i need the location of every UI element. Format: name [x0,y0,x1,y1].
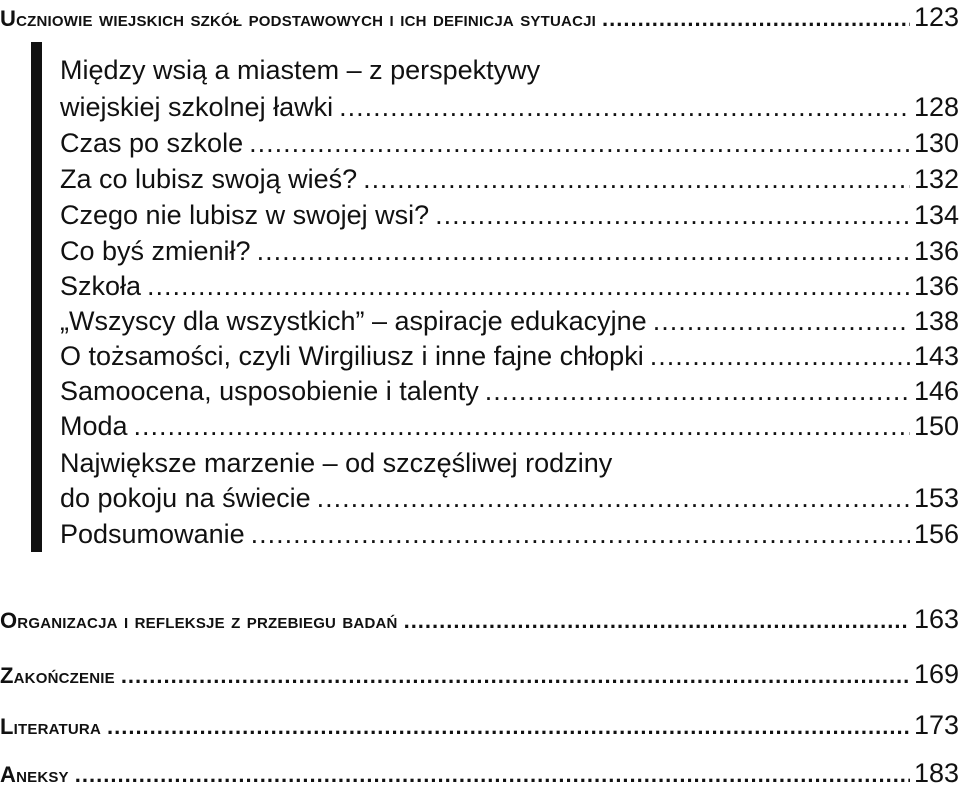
toc-entry [60,445,959,482]
entry-page-number: 138 [913,306,959,336]
entry-page-number: 132 [913,164,959,194]
section-page-number: 163 [913,604,959,634]
entry-page-number: 134 [913,200,959,230]
toc-entry [60,268,959,305]
entry-label: Co byś zmienił? [60,236,251,266]
toc-chapter-heading [0,2,959,32]
dot-leader [485,373,910,410]
dot-leader [339,89,910,126]
toc-section-heading [0,710,959,740]
dot-leader [650,338,910,375]
dot-leader [602,4,910,32]
dot-leader [363,161,910,198]
dot-leader [134,408,910,445]
entry-page-number: 150 [913,411,959,441]
toc-entry [60,125,959,162]
toc-entry [60,480,959,517]
toc-entry [60,233,959,270]
chapter-page-number: 123 [913,2,959,32]
entry-label: wiejskiej szkolnej ławki [60,92,334,122]
section-marker-bar [31,42,42,552]
section-title: Organizacja i refleksje z przebiegu badań [0,608,398,633]
entry-page-number: 143 [913,341,959,371]
entry-label: Między wsią a miastem – z perspektywy [60,55,541,85]
entry-label: Moda [60,411,128,441]
toc-entry [60,197,959,234]
entry-page-number: 136 [913,236,959,266]
entry-label: „Wszyscy dla wszystkich” – aspiracje edukacyjne [60,306,647,336]
entry-label: O tożsamości, czyli Wirgiliusz i inne fajne chłopki [60,341,644,371]
dot-leader [249,125,910,162]
dot-leader [257,233,910,270]
dot-leader [75,760,910,788]
section-page-number: 169 [913,659,959,689]
dot-leader [121,661,910,689]
entry-page-number: 136 [913,271,959,301]
dot-leader [435,197,910,234]
entry-label: do pokoju na świecie [60,483,311,513]
toc-entry [60,52,959,89]
section-title: Zakończenie [0,663,115,688]
dot-leader [147,268,910,305]
entry-label: Podsumowanie [60,519,245,549]
toc-entry [60,373,959,410]
entry-label: Czas po szkole [60,128,244,158]
entry-label: Czego nie lubisz w swojej wsi? [60,200,430,230]
entry-page-number: 128 [913,92,959,122]
dot-leader [317,480,910,517]
entry-label: Największe marzenie – od szczęśliwej rodziny [60,448,613,478]
chapter-title: Uczniowie wiejskich szkół podstawowych i ich definicja sytuacji [0,6,597,31]
toc-entry [60,161,959,198]
dot-leader [107,712,910,740]
toc-entry [60,89,959,126]
toc-section-heading [0,659,959,689]
entry-label: Samoocena, usposobienie i talenty [60,376,479,406]
section-title: Aneksy [0,762,69,787]
entry-label: Za co lubisz swoją wieś? [60,164,358,194]
toc-section-heading [0,604,959,634]
section-page-number: 173 [913,710,959,740]
dot-leader [251,516,910,553]
entry-page-number: 130 [913,128,959,158]
section-title: Literatura [0,714,101,739]
toc-entry [60,338,959,375]
toc-entry [60,408,959,445]
section-page-number: 183 [913,758,959,788]
toc-entry [60,516,959,553]
dot-leader [404,606,910,634]
toc-section-heading [0,758,959,788]
entry-page-number: 156 [913,519,959,549]
dot-leader [653,303,910,340]
entry-page-number: 153 [913,483,959,513]
entry-label: Szkoła [60,271,142,301]
toc-entry [60,303,959,340]
entry-page-number: 146 [913,376,959,406]
